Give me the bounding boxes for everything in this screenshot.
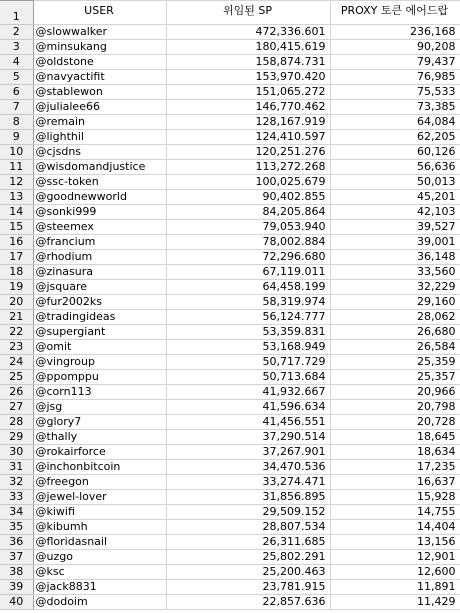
user-cell[interactable]: @cjsdns xyxy=(33,145,166,160)
row-number[interactable]: 40 xyxy=(0,595,33,610)
delegated-sp-cell[interactable]: 72,296.680 xyxy=(166,250,330,265)
proxy-airdrop-cell[interactable]: 18,645 xyxy=(330,430,460,445)
proxy-airdrop-cell[interactable]: 17,235 xyxy=(330,460,460,475)
user-cell[interactable]: @francium xyxy=(33,235,166,250)
table-row xyxy=(0,370,460,385)
proxy-airdrop-cell[interactable]: 64,084 xyxy=(330,115,460,130)
delegated-sp-cell[interactable]: 67,119.011 xyxy=(166,265,330,280)
delegated-sp-cell[interactable]: 31,856.895 xyxy=(166,490,330,505)
row-number[interactable]: 27 xyxy=(0,400,33,415)
table-row xyxy=(0,85,460,100)
table-row xyxy=(0,100,460,115)
proxy-airdrop-cell[interactable]: 11,891 xyxy=(330,580,460,595)
row-number[interactable]: 14 xyxy=(0,205,33,220)
delegated-sp-cell[interactable]: 26,311.685 xyxy=(166,535,330,550)
user-cell[interactable]: @vingroup xyxy=(33,355,166,370)
table-row xyxy=(0,490,460,505)
proxy-airdrop-cell[interactable]: 50,013 xyxy=(330,175,460,190)
proxy-airdrop-cell[interactable]: 18,634 xyxy=(330,445,460,460)
delegated-sp-cell[interactable]: 120,251.276 xyxy=(166,145,330,160)
proxy-airdrop-cell[interactable]: 14,404 xyxy=(330,520,460,535)
delegated-sp-cell[interactable]: 53,168.949 xyxy=(166,340,330,355)
table-row xyxy=(0,565,460,580)
row-number[interactable]: 31 xyxy=(0,460,33,475)
column-header-proxy-airdrop[interactable]: PROXY 토큰 에어드랍 xyxy=(330,1,460,25)
row-number[interactable]: 11 xyxy=(0,160,33,175)
proxy-airdrop-cell[interactable]: 75,533 xyxy=(330,85,460,100)
delegated-sp-cell[interactable]: 37,267.901 xyxy=(166,445,330,460)
table-row xyxy=(0,145,460,160)
row-number[interactable]: 23 xyxy=(0,340,33,355)
row-number[interactable]: 5 xyxy=(0,70,33,85)
user-cell[interactable]: @jsquare xyxy=(33,280,166,295)
delegated-sp-cell[interactable]: 34,470.536 xyxy=(166,460,330,475)
proxy-airdrop-cell[interactable]: 73,385 xyxy=(330,100,460,115)
delegated-sp-cell[interactable]: 64,458.199 xyxy=(166,280,330,295)
delegated-sp-cell[interactable]: 153,970.420 xyxy=(166,70,330,85)
table-row xyxy=(0,160,460,175)
delegated-sp-cell[interactable]: 58,319.974 xyxy=(166,295,330,310)
delegated-sp-cell[interactable]: 25,802.291 xyxy=(166,550,330,565)
user-cell[interactable]: @ssc-token xyxy=(33,175,166,190)
table-row xyxy=(0,115,460,130)
proxy-airdrop-cell[interactable]: 36,148 xyxy=(330,250,460,265)
proxy-airdrop-cell[interactable]: 20,728 xyxy=(330,415,460,430)
row-number[interactable]: 29 xyxy=(0,430,33,445)
delegated-sp-cell[interactable]: 158,874.731 xyxy=(166,55,330,70)
table-row xyxy=(0,580,460,595)
table-row xyxy=(0,25,460,40)
row-number[interactable]: 18 xyxy=(0,265,33,280)
user-cell[interactable]: @kiwifi xyxy=(33,505,166,520)
delegated-sp-cell[interactable]: 29,509.152 xyxy=(166,505,330,520)
row-number[interactable]: 7 xyxy=(0,100,33,115)
delegated-sp-cell[interactable]: 22,857.636 xyxy=(166,595,330,610)
proxy-airdrop-cell[interactable]: 25,357 xyxy=(330,370,460,385)
delegated-sp-cell[interactable]: 79,053.940 xyxy=(166,220,330,235)
table-row xyxy=(0,130,460,145)
row-number[interactable]: 1 xyxy=(0,1,33,25)
row-number[interactable]: 30 xyxy=(0,445,33,460)
delegated-sp-cell[interactable]: 146,770.462 xyxy=(166,100,330,115)
proxy-airdrop-cell[interactable]: 62,205 xyxy=(330,130,460,145)
row-number[interactable]: 12 xyxy=(0,175,33,190)
delegated-sp-cell[interactable]: 56,124.777 xyxy=(166,310,330,325)
user-cell[interactable]: @supergiant xyxy=(33,325,166,340)
delegated-sp-cell[interactable]: 124,410.597 xyxy=(166,130,330,145)
proxy-airdrop-cell[interactable]: 12,901 xyxy=(330,550,460,565)
row-number[interactable]: 8 xyxy=(0,115,33,130)
proxy-airdrop-cell[interactable]: 20,966 xyxy=(330,385,460,400)
table-row xyxy=(0,520,460,535)
proxy-airdrop-cell[interactable]: 79,437 xyxy=(330,55,460,70)
user-cell[interactable]: @ksc xyxy=(33,565,166,580)
table-row xyxy=(0,595,460,610)
delegated-sp-cell[interactable]: 90,402.855 xyxy=(166,190,330,205)
table-row xyxy=(0,445,460,460)
user-cell[interactable]: @julialee66 xyxy=(33,100,166,115)
row-number[interactable]: 15 xyxy=(0,220,33,235)
table-row xyxy=(0,505,460,520)
user-cell[interactable]: @freegon xyxy=(33,475,166,490)
proxy-airdrop-cell[interactable]: 26,584 xyxy=(330,340,460,355)
table-row xyxy=(0,40,460,55)
delegated-sp-cell[interactable]: 37,290.514 xyxy=(166,430,330,445)
user-cell[interactable]: @navyactifit xyxy=(33,70,166,85)
user-cell[interactable]: @dodoim xyxy=(33,595,166,610)
table-row xyxy=(0,430,460,445)
delegated-sp-cell[interactable]: 151,065.272 xyxy=(166,85,330,100)
user-cell[interactable]: @goodnewworld xyxy=(33,190,166,205)
user-cell[interactable]: @thally xyxy=(33,430,166,445)
proxy-airdrop-cell[interactable]: 20,798 xyxy=(330,400,460,415)
user-cell[interactable]: @minsukang xyxy=(33,40,166,55)
delegated-sp-cell[interactable]: 113,272.268 xyxy=(166,160,330,175)
row-number[interactable]: 26 xyxy=(0,385,33,400)
row-number[interactable]: 6 xyxy=(0,85,33,100)
row-number[interactable]: 24 xyxy=(0,355,33,370)
user-cell[interactable]: @remain xyxy=(33,115,166,130)
delegated-sp-cell[interactable]: 84,205.864 xyxy=(166,205,330,220)
table-row xyxy=(0,235,460,250)
proxy-airdrop-cell[interactable]: 12,600 xyxy=(330,565,460,580)
proxy-airdrop-cell[interactable]: 29,160 xyxy=(330,295,460,310)
table-row xyxy=(0,220,460,235)
proxy-airdrop-cell[interactable]: 13,156 xyxy=(330,535,460,550)
row-number[interactable]: 4 xyxy=(0,55,33,70)
row-number[interactable]: 28 xyxy=(0,415,33,430)
table-row xyxy=(0,265,460,280)
table-row xyxy=(0,310,460,325)
user-cell[interactable]: @sonki999 xyxy=(33,205,166,220)
table-row xyxy=(0,535,460,550)
table-row xyxy=(0,70,460,85)
row-number[interactable]: 13 xyxy=(0,190,33,205)
delegated-sp-cell[interactable]: 41,932.667 xyxy=(166,385,330,400)
delegated-sp-cell[interactable]: 28,807.534 xyxy=(166,520,330,535)
row-number[interactable]: 25 xyxy=(0,370,33,385)
delegated-sp-cell[interactable]: 41,596.634 xyxy=(166,400,330,415)
delegated-sp-cell[interactable]: 78,002.884 xyxy=(166,235,330,250)
row-number[interactable]: 22 xyxy=(0,325,33,340)
row-number[interactable]: 21 xyxy=(0,310,33,325)
table-row xyxy=(0,340,460,355)
row-number[interactable]: 2 xyxy=(0,25,33,40)
proxy-airdrop-cell[interactable]: 45,201 xyxy=(330,190,460,205)
delegated-sp-cell[interactable]: 100,025.679 xyxy=(166,175,330,190)
proxy-airdrop-cell[interactable]: 56,636 xyxy=(330,160,460,175)
proxy-airdrop-cell[interactable]: 16,637 xyxy=(330,475,460,490)
table-row xyxy=(0,355,460,370)
row-number[interactable]: 33 xyxy=(0,490,33,505)
user-cell[interactable]: @floridasnail xyxy=(33,535,166,550)
user-cell[interactable]: @rokairforce xyxy=(33,445,166,460)
header-row xyxy=(0,1,460,25)
row-number[interactable]: 36 xyxy=(0,535,33,550)
proxy-airdrop-cell[interactable]: 90,208 xyxy=(330,40,460,55)
proxy-airdrop-cell[interactable]: 60,126 xyxy=(330,145,460,160)
user-cell[interactable]: @tradingideas xyxy=(33,310,166,325)
row-number[interactable]: 16 xyxy=(0,235,33,250)
proxy-airdrop-cell[interactable]: 33,560 xyxy=(330,265,460,280)
row-number[interactable]: 20 xyxy=(0,295,33,310)
table-row xyxy=(0,325,460,340)
row-number[interactable]: 34 xyxy=(0,505,33,520)
proxy-airdrop-cell[interactable]: 76,985 xyxy=(330,70,460,85)
table-row xyxy=(0,475,460,490)
table-row xyxy=(0,295,460,310)
table-row xyxy=(0,550,460,565)
proxy-airdrop-cell[interactable]: 26,680 xyxy=(330,325,460,340)
row-number[interactable]: 39 xyxy=(0,580,33,595)
proxy-airdrop-cell[interactable]: 15,928 xyxy=(330,490,460,505)
table-row xyxy=(0,205,460,220)
user-cell[interactable]: @omit xyxy=(33,340,166,355)
user-cell[interactable]: @wisdomandjustice xyxy=(33,160,166,175)
user-cell[interactable]: @jack8831 xyxy=(33,580,166,595)
column-header-user[interactable]: USER xyxy=(33,1,166,25)
row-number[interactable]: 3 xyxy=(0,40,33,55)
proxy-airdrop-cell[interactable]: 25,359 xyxy=(330,355,460,370)
table-body xyxy=(0,1,460,610)
user-cell[interactable]: @corn113 xyxy=(33,385,166,400)
row-number[interactable]: 10 xyxy=(0,145,33,160)
user-cell[interactable]: @jsg xyxy=(33,400,166,415)
table-row xyxy=(0,400,460,415)
row-number[interactable]: 17 xyxy=(0,250,33,265)
delegated-sp-cell[interactable]: 53,359.831 xyxy=(166,325,330,340)
table-row xyxy=(0,415,460,430)
delegated-sp-cell[interactable]: 180,415.619 xyxy=(166,40,330,55)
row-number[interactable]: 19 xyxy=(0,280,33,295)
proxy-airdrop-cell[interactable]: 42,103 xyxy=(330,205,460,220)
column-header-delegated-sp[interactable]: 위임된 SP xyxy=(166,1,330,25)
delegated-sp-cell[interactable]: 128,167.919 xyxy=(166,115,330,130)
delegated-sp-cell[interactable]: 472,336.601 xyxy=(166,25,330,40)
user-cell[interactable]: @rhodium xyxy=(33,250,166,265)
proxy-airdrop-cell[interactable]: 32,229 xyxy=(330,280,460,295)
user-cell[interactable]: @lighthil xyxy=(33,130,166,145)
row-number[interactable]: 32 xyxy=(0,475,33,490)
row-number[interactable]: 35 xyxy=(0,520,33,535)
user-cell[interactable]: @ppomppu xyxy=(33,370,166,385)
user-cell[interactable]: @jewel-lover xyxy=(33,490,166,505)
proxy-airdrop-cell[interactable]: 236,168 xyxy=(330,25,460,40)
table-row xyxy=(0,385,460,400)
delegated-sp-cell[interactable]: 25,200.463 xyxy=(166,565,330,580)
table-row xyxy=(0,55,460,70)
user-cell[interactable]: @steemex xyxy=(33,220,166,235)
table-row xyxy=(0,175,460,190)
proxy-airdrop-cell[interactable]: 39,001 xyxy=(330,235,460,250)
row-number[interactable]: 38 xyxy=(0,565,33,580)
user-cell[interactable]: @oldstone xyxy=(33,55,166,70)
row-number[interactable]: 37 xyxy=(0,550,33,565)
row-number[interactable]: 9 xyxy=(0,130,33,145)
user-cell[interactable]: @inchonbitcoin xyxy=(33,460,166,475)
table-row xyxy=(0,460,460,475)
delegated-sp-cell[interactable]: 23,781.915 xyxy=(166,580,330,595)
user-cell[interactable]: @glory7 xyxy=(33,415,166,430)
table-row xyxy=(0,280,460,295)
user-cell[interactable]: @stablewon xyxy=(33,85,166,100)
delegated-sp-cell[interactable]: 41,456.551 xyxy=(166,415,330,430)
user-cell[interactable]: @fur2002ks xyxy=(33,295,166,310)
user-cell[interactable]: @uzgo xyxy=(33,550,166,565)
proxy-airdrop-cell[interactable]: 28,062 xyxy=(330,310,460,325)
delegated-sp-cell[interactable]: 50,713.684 xyxy=(166,370,330,385)
table-row xyxy=(0,250,460,265)
delegated-sp-cell[interactable]: 33,274.471 xyxy=(166,475,330,490)
table-row xyxy=(0,190,460,205)
user-cell[interactable]: @zinasura xyxy=(33,265,166,280)
user-cell[interactable]: @kibumh xyxy=(33,520,166,535)
delegated-sp-cell[interactable]: 50,717.729 xyxy=(166,355,330,370)
proxy-airdrop-cell[interactable]: 39,527 xyxy=(330,220,460,235)
proxy-airdrop-cell[interactable]: 14,755 xyxy=(330,505,460,520)
user-cell[interactable]: @slowwalker xyxy=(33,25,166,40)
proxy-airdrop-cell[interactable]: 11,429 xyxy=(330,595,460,610)
